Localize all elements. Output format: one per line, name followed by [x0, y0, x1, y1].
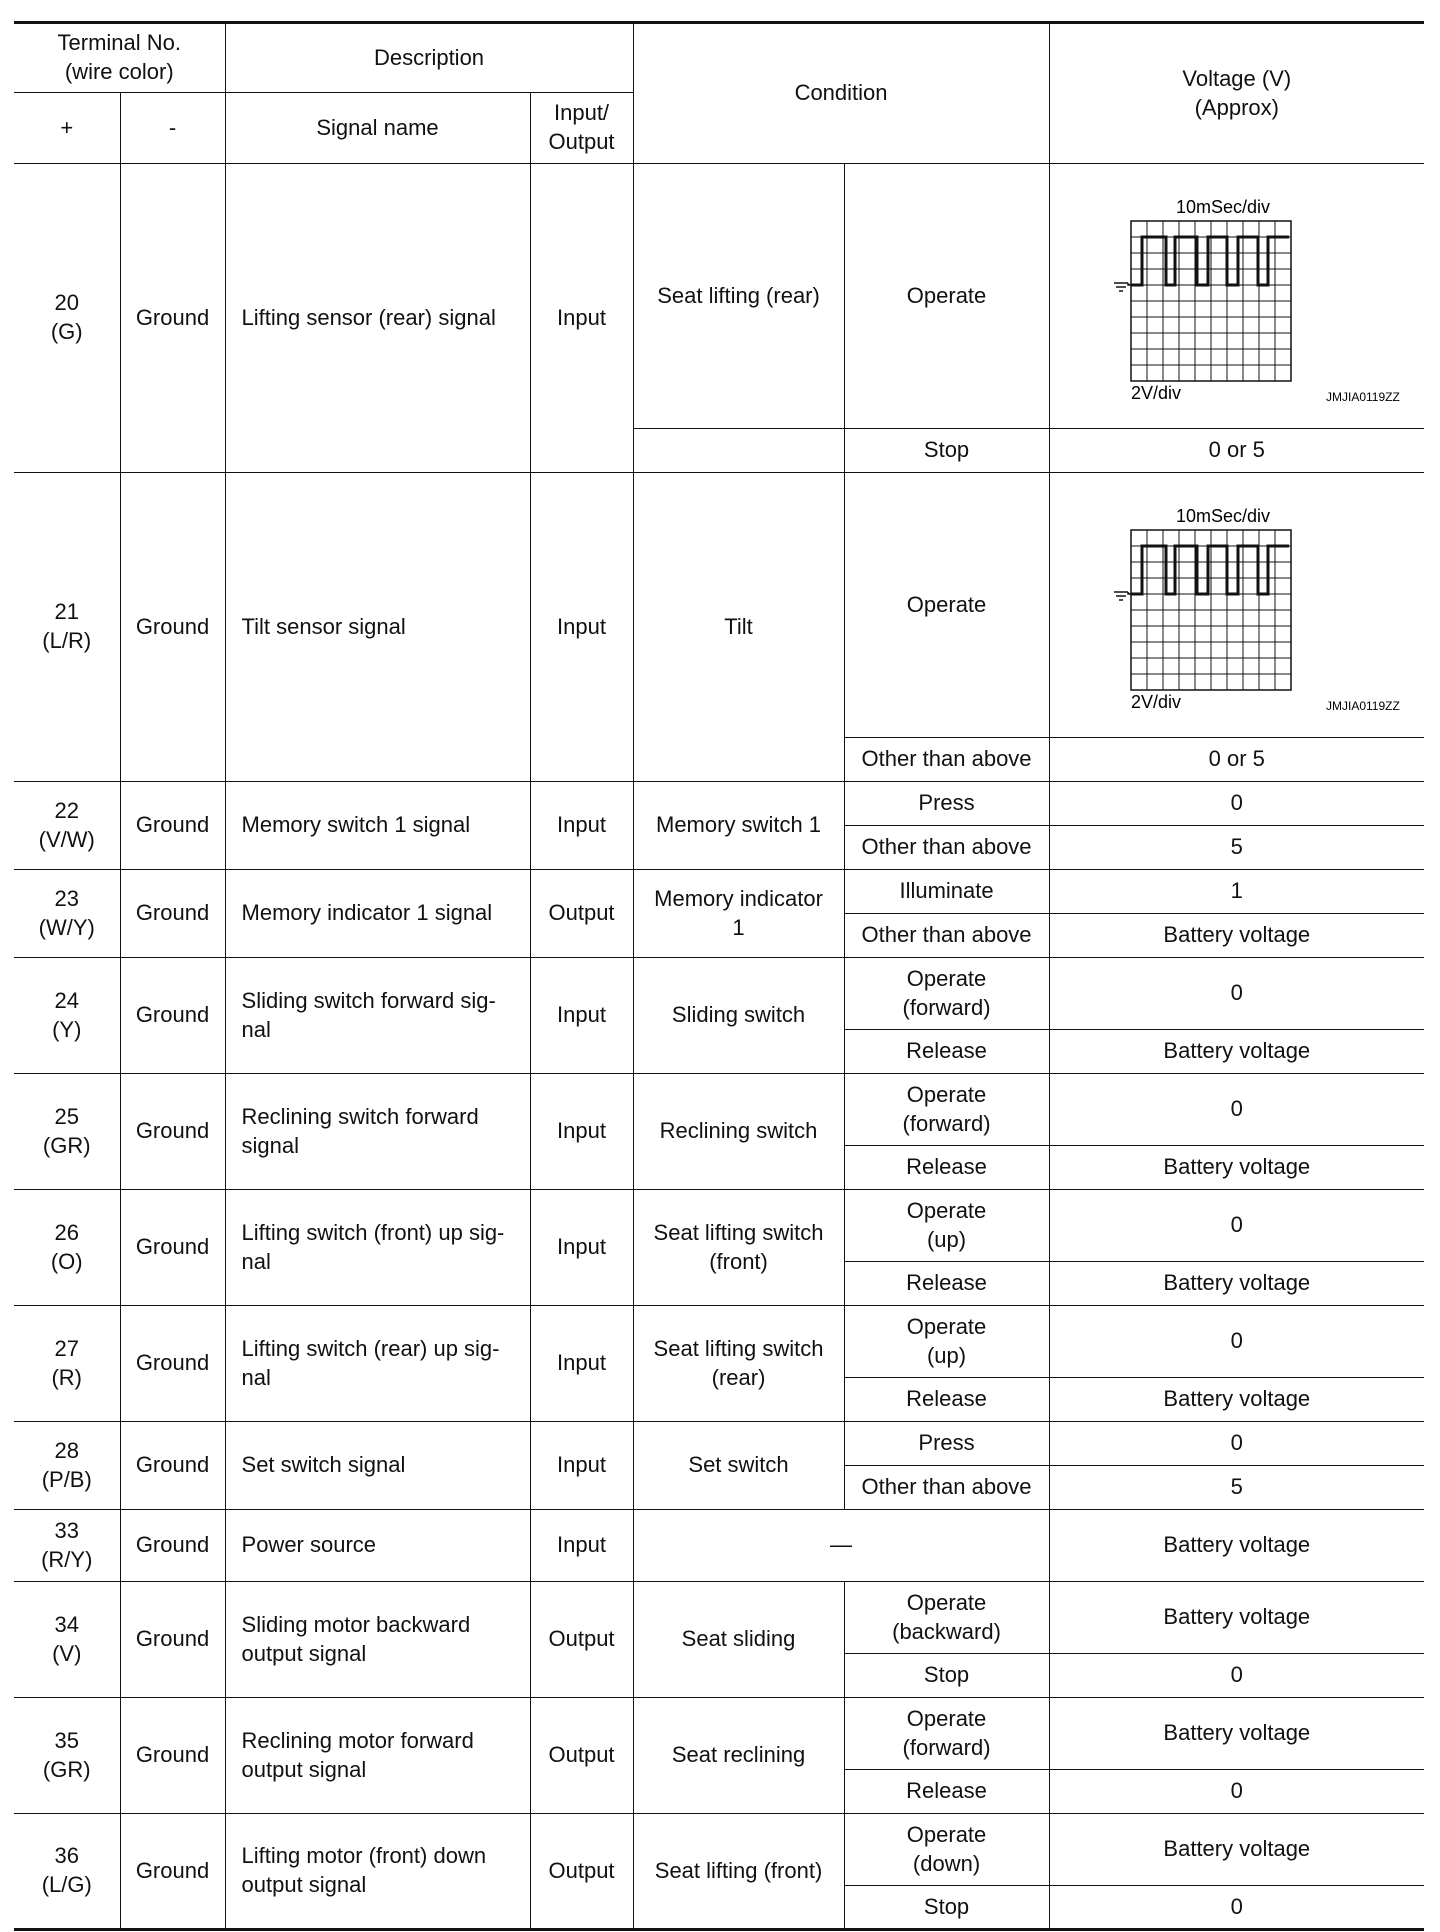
state-cell: Release — [844, 1378, 1049, 1422]
condition-cell: Memory indicator 1 — [633, 870, 844, 958]
terminal-cell: 36 (L/G) — [14, 1814, 120, 1930]
ground-cell: Ground — [120, 473, 225, 782]
figure-code: JMJIA0119ZZ — [1325, 390, 1400, 404]
state-cell: Operate (forward) — [844, 1074, 1049, 1146]
state-cell: Operate — [844, 164, 1049, 429]
header-voltage: Voltage (V) (Approx) — [1049, 23, 1424, 164]
state-cell: Illuminate — [844, 870, 1049, 914]
terminal-cell: 28 (P/B) — [14, 1422, 120, 1510]
condition-cell: Memory switch 1 — [633, 782, 844, 870]
table-row — [14, 1698, 1424, 1770]
voltage-cell: 5 — [1049, 1466, 1424, 1510]
voltage-cell: 0 — [1049, 1306, 1424, 1378]
state-cell: Release — [844, 1146, 1049, 1190]
table-row — [14, 1074, 1424, 1146]
voltage-cell: 0 — [1049, 1190, 1424, 1262]
ground-cell: Ground — [120, 1306, 225, 1422]
voltage-cell: Battery voltage — [1049, 1582, 1424, 1654]
voltage-cell: 1 — [1049, 870, 1424, 914]
signal-name-cell: Lifting switch (front) up sig- nal — [225, 1190, 530, 1306]
oscilloscope-waveform — [1056, 490, 1425, 720]
state-cell: Stop — [844, 1886, 1049, 1930]
header-plus: + — [14, 93, 120, 164]
table-row — [14, 782, 1424, 826]
signal-name-cell: Reclining switch forward signal — [225, 1074, 530, 1190]
terminal-cell: 33 (R/Y) — [14, 1510, 120, 1582]
state-cell: Other than above — [844, 914, 1049, 958]
signal-name-cell: Memory indicator 1 signal — [225, 870, 530, 958]
square-wave-trace — [1131, 546, 1289, 594]
ground-cell: Ground — [120, 1190, 225, 1306]
signal-name-cell: Power source — [225, 1510, 530, 1582]
header-io: Input/ Output — [530, 93, 633, 164]
io-cell: Output — [530, 1814, 633, 1930]
ground-cell: Ground — [120, 1510, 225, 1582]
state-cell: Operate (down) — [844, 1814, 1049, 1886]
voltage-cell: Battery voltage — [1049, 1262, 1424, 1306]
ground-cell: Ground — [120, 870, 225, 958]
signal-name-cell: Sliding motor backward output signal — [225, 1582, 530, 1698]
io-cell: Input — [530, 782, 633, 870]
voltage-cell: Battery voltage — [1049, 914, 1424, 958]
table-row — [14, 1306, 1424, 1378]
voltage-cell: 0 — [1049, 958, 1424, 1030]
io-cell: Input — [530, 1422, 633, 1510]
condition-cell: Tilt — [633, 473, 844, 782]
voltage-cell: Battery voltage — [1049, 1146, 1424, 1190]
voltage-cell: Battery voltage — [1049, 1814, 1424, 1886]
state-cell: Release — [844, 1262, 1049, 1306]
state-cell: Press — [844, 782, 1049, 826]
ground-cell: Ground — [120, 164, 225, 473]
io-cell: Input — [530, 1190, 633, 1306]
voltage-cell: 0 — [1049, 1886, 1424, 1930]
table-row — [14, 1814, 1424, 1886]
voltage-cell: 0 — [1049, 1654, 1424, 1698]
voltage-cell: Battery voltage — [1049, 1510, 1424, 1582]
header-description: Description — [225, 23, 633, 93]
terminal-cell: 27 (R) — [14, 1306, 120, 1422]
signal-name-cell: Lifting switch (rear) up sig- nal — [225, 1306, 530, 1422]
voltage-cell: 0 — [1049, 1422, 1424, 1466]
ground-cell: Ground — [120, 958, 225, 1074]
condition-cell: Seat lifting switch (front) — [633, 1190, 844, 1306]
terminal-cell: 25 (GR) — [14, 1074, 120, 1190]
state-cell: Operate (up) — [844, 1190, 1049, 1262]
io-cell: Input — [530, 1074, 633, 1190]
state-cell: Other than above — [844, 1466, 1049, 1510]
ground-cell: Ground — [120, 782, 225, 870]
voltage-cell: 0 — [1049, 1074, 1424, 1146]
condition-cell: Seat lifting (front) — [633, 1814, 844, 1930]
header-signal-name: Signal name — [225, 93, 530, 164]
terminal-cell: 26 (O) — [14, 1190, 120, 1306]
condition-cell: Seat lifting switch (rear) — [633, 1306, 844, 1422]
signal-name-cell: Reclining motor forward output signal — [225, 1698, 530, 1814]
table-row — [14, 164, 1424, 429]
io-cell: Output — [530, 1582, 633, 1698]
state-cell: Operate (up) — [844, 1306, 1049, 1378]
ground-cell: Ground — [120, 1074, 225, 1190]
time-div-label: 10mSec/div — [1175, 197, 1270, 217]
signal-name-cell: Lifting motor (front) down output signal — [225, 1814, 530, 1930]
signal-name-cell: Set switch signal — [225, 1422, 530, 1510]
state-cell: Release — [844, 1770, 1049, 1814]
table-row — [14, 1190, 1424, 1262]
header-condition: Condition — [633, 23, 1049, 164]
volt-div-label: 2V/div — [1130, 383, 1181, 403]
terminal-cell: 34 (V) — [14, 1582, 120, 1698]
voltage-cell: 0 or 5 — [1049, 738, 1424, 782]
signal-name-cell: Tilt sensor signal — [225, 473, 530, 782]
state-cell: Operate (backward) — [844, 1582, 1049, 1654]
table-row — [14, 473, 1424, 738]
table-row — [14, 870, 1424, 914]
time-div-label: 10mSec/div — [1175, 506, 1270, 526]
waveform-cell — [1049, 473, 1424, 738]
table-row — [14, 1422, 1424, 1466]
io-cell: Output — [530, 1698, 633, 1814]
voltage-cell: Battery voltage — [1049, 1030, 1424, 1074]
signal-name-cell: Memory switch 1 signal — [225, 782, 530, 870]
state-cell: Other than above — [844, 738, 1049, 782]
square-wave-trace — [1131, 237, 1289, 285]
terminal-cell: 22 (V/W) — [14, 782, 120, 870]
waveform-cell — [1049, 164, 1424, 429]
state-cell: Operate (forward) — [844, 1698, 1049, 1770]
ground-cell: Ground — [120, 1582, 225, 1698]
oscilloscope-waveform — [1056, 181, 1425, 411]
state-cell: Operate — [844, 473, 1049, 738]
header-minus: - — [120, 93, 225, 164]
ground-symbol-icon — [1114, 283, 1131, 291]
state-cell: Press — [844, 1422, 1049, 1466]
condition-cell: Sliding switch — [633, 958, 844, 1074]
io-cell: Input — [530, 958, 633, 1074]
condition-cell: Reclining switch — [633, 1074, 844, 1190]
condition-cell-empty — [633, 429, 844, 473]
condition-cell: Seat reclining — [633, 1698, 844, 1814]
table-row — [14, 1510, 1424, 1582]
table-row — [14, 1582, 1424, 1654]
io-cell: Input — [530, 1306, 633, 1422]
signal-name-cell: Lifting sensor (rear) signal — [225, 164, 530, 473]
table-row — [14, 958, 1424, 1030]
voltage-cell: 0 — [1049, 782, 1424, 826]
voltage-cell: 5 — [1049, 826, 1424, 870]
voltage-cell: Battery voltage — [1049, 1698, 1424, 1770]
state-cell: Release — [844, 1030, 1049, 1074]
terminal-voltage-table — [14, 21, 1424, 1931]
figure-code: JMJIA0119ZZ — [1325, 699, 1400, 713]
io-cell: Output — [530, 870, 633, 958]
terminal-cell: 23 (W/Y) — [14, 870, 120, 958]
condition-cell: Set switch — [633, 1422, 844, 1510]
condition-cell: Seat sliding — [633, 1582, 844, 1698]
terminal-cell: 24 (Y) — [14, 958, 120, 1074]
ground-cell: Ground — [120, 1422, 225, 1510]
signal-name-cell: Sliding switch forward sig- nal — [225, 958, 530, 1074]
io-cell: Input — [530, 164, 633, 473]
ground-cell: Ground — [120, 1698, 225, 1814]
terminal-cell: 20 (G) — [14, 164, 120, 473]
ground-cell: Ground — [120, 1814, 225, 1930]
volt-div-label: 2V/div — [1130, 692, 1181, 712]
io-cell: Input — [530, 473, 633, 782]
state-cell: Stop — [844, 1654, 1049, 1698]
condition-cell: Seat lifting (rear) — [633, 164, 844, 429]
terminal-cell: 35 (GR) — [14, 1698, 120, 1814]
io-cell: Input — [530, 1510, 633, 1582]
state-cell: Stop — [844, 429, 1049, 473]
ground-symbol-icon — [1114, 592, 1131, 600]
terminal-cell: 21 (L/R) — [14, 473, 120, 782]
voltage-cell: 0 or 5 — [1049, 429, 1424, 473]
header-terminal: Terminal No. (wire color) — [14, 23, 225, 93]
state-cell: Other than above — [844, 826, 1049, 870]
condition-cell: — — [633, 1510, 1049, 1582]
voltage-cell: 0 — [1049, 1770, 1424, 1814]
state-cell: Operate (forward) — [844, 958, 1049, 1030]
voltage-cell: Battery voltage — [1049, 1378, 1424, 1422]
